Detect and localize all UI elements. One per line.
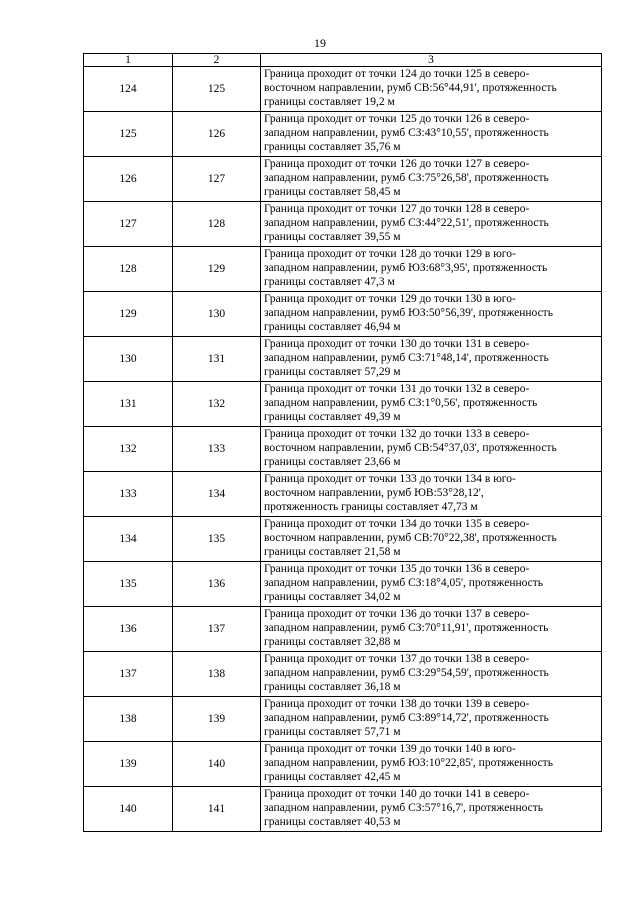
description-line: Граница проходит от точки 128 до точки 129 в юго-	[264, 248, 516, 260]
table-row	[84, 787, 602, 832]
from-point-cell: 125	[84, 112, 173, 157]
description-cell	[261, 517, 602, 562]
description-line: Граница проходит от точки 133 до точки 134 в юго-	[264, 473, 516, 485]
description-line: границы составляет 36,18 м	[264, 681, 401, 693]
page-number: 19	[314, 36, 326, 50]
from-point-cell: 140	[84, 787, 173, 832]
description-line: границы составляет 23,66 м	[264, 456, 401, 468]
description-line: границы составляет 21,58 м	[264, 546, 401, 558]
table-row	[84, 427, 602, 472]
description-cell	[261, 607, 602, 652]
description-line: западном направлении, румб СЗ:57°16,7', протяженность	[264, 802, 544, 814]
description-line: западном направлении, румб ЮЗ:50°56,39', протяженность	[264, 307, 553, 319]
table-row	[84, 247, 602, 292]
description-cell	[261, 202, 602, 247]
description-line: границы составляет 39,55 м	[264, 231, 401, 243]
table-row	[84, 292, 602, 337]
from-point-cell: 131	[84, 382, 173, 427]
description-cell	[261, 382, 602, 427]
description-line: Граница проходит от точки 127 до точки 128 в северо-	[264, 203, 530, 215]
from-point-cell: 132	[84, 427, 173, 472]
table-row	[84, 697, 602, 742]
table-row	[84, 742, 602, 787]
description-line: западном направлении, румб СЗ:44°22,51', протяженность	[264, 217, 549, 229]
description-line: Граница проходит от точки 124 до точки 125 в северо-	[264, 68, 530, 80]
description-line: границы составляет 57,29 м	[264, 366, 401, 378]
description-line: западном направлении, румб СЗ:29°54,59', протяженность	[264, 667, 549, 679]
description-cell	[261, 427, 602, 472]
description-line: восточном направлении, румб СВ:56°44,91', протяженность	[264, 82, 557, 94]
description-cell	[261, 742, 602, 787]
to-point-cell: 137	[173, 607, 261, 652]
description-line: западном направлении, румб СЗ:70°11,91', протяженность	[264, 622, 549, 634]
description-line: западном направлении, румб СЗ:71°48,14', протяженность	[264, 352, 549, 364]
description-line: границы составляет 57,71 м	[264, 726, 401, 738]
description-cell	[261, 472, 602, 517]
to-point-cell: 127	[173, 157, 261, 202]
table-row	[84, 607, 602, 652]
from-point-cell: 135	[84, 562, 173, 607]
to-point-cell: 135	[173, 517, 261, 562]
from-point-cell: 127	[84, 202, 173, 247]
table-row	[84, 382, 602, 427]
description-cell	[261, 157, 602, 202]
description-cell	[261, 112, 602, 157]
table-row	[84, 337, 602, 382]
table-row	[84, 112, 602, 157]
description-line: границы составляет 32,88 м	[264, 636, 401, 648]
table-row	[84, 517, 602, 562]
to-point-cell: 134	[173, 472, 261, 517]
header-col-3: 3	[261, 54, 602, 67]
description-cell	[261, 247, 602, 292]
to-point-cell: 128	[173, 202, 261, 247]
description-line: границы составляет 35,76 м	[264, 141, 401, 153]
description-line: восточном направлении, румб ЮВ:53°28,12',	[264, 487, 484, 499]
description-line: Граница проходит от точки 129 до точки 130 в юго-	[264, 293, 516, 305]
description-line: Граница проходит от точки 140 до точки 141 в северо-	[264, 788, 530, 800]
from-point-cell: 139	[84, 742, 173, 787]
description-line: протяженность границы составляет 47,73 м	[264, 501, 478, 513]
to-point-cell: 133	[173, 427, 261, 472]
from-point-cell: 124	[84, 67, 173, 112]
table-row	[84, 67, 602, 112]
description-line: Граница проходит от точки 132 до точки 133 в северо-	[264, 428, 530, 440]
header-row	[84, 54, 602, 67]
to-point-cell: 132	[173, 382, 261, 427]
description-line: границы составляет 40,53 м	[264, 816, 401, 828]
to-point-cell: 129	[173, 247, 261, 292]
description-line: западном направлении, румб СЗ:75°26,58', протяженность	[264, 172, 549, 184]
description-line: западном направлении, румб ЮЗ:68°3,95', протяженность	[264, 262, 548, 274]
from-point-cell: 137	[84, 652, 173, 697]
to-point-cell: 138	[173, 652, 261, 697]
description-cell	[261, 292, 602, 337]
description-line: Граница проходит от точки 134 до точки 135 в северо-	[264, 518, 530, 530]
description-cell	[261, 697, 602, 742]
from-point-cell: 126	[84, 157, 173, 202]
description-line: западном направлении, румб СЗ:1°0,56', протяженность	[264, 397, 538, 409]
description-line: западном направлении, румб ЮЗ:10°22,85', протяженность	[264, 757, 553, 769]
table-row	[84, 472, 602, 517]
description-line: восточном направлении, румб СВ:70°22,38', протяженность	[264, 532, 557, 544]
to-point-cell: 130	[173, 292, 261, 337]
from-point-cell: 130	[84, 337, 173, 382]
table-row	[84, 157, 602, 202]
from-point-cell: 129	[84, 292, 173, 337]
table-row	[84, 562, 602, 607]
from-point-cell: 133	[84, 472, 173, 517]
boundary-table	[83, 53, 602, 832]
to-point-cell: 141	[173, 787, 261, 832]
description-line: Граница проходит от точки 126 до точки 127 в северо-	[264, 158, 530, 170]
to-point-cell: 136	[173, 562, 261, 607]
description-line: границы составляет 58,45 м	[264, 186, 401, 198]
description-line: границы составляет 49,39 м	[264, 411, 401, 423]
to-point-cell: 126	[173, 112, 261, 157]
table-row	[84, 652, 602, 697]
description-line: Граница проходит от точки 138 до точки 139 в северо-	[264, 698, 530, 710]
description-line: восточном направлении, румб СВ:54°37,03', протяженность	[264, 442, 557, 454]
description-line: западном направлении, румб СЗ:18°4,05', протяженность	[264, 577, 544, 589]
description-cell	[261, 562, 602, 607]
to-point-cell: 139	[173, 697, 261, 742]
description-line: Граница проходит от точки 130 до точки 131 в северо-	[264, 338, 530, 350]
description-line: границы составляет 46,94 м	[264, 321, 401, 333]
header-col-1: 1	[84, 54, 173, 67]
from-point-cell: 134	[84, 517, 173, 562]
description-cell	[261, 337, 602, 382]
header-col-2: 2	[173, 54, 261, 67]
to-point-cell: 125	[173, 67, 261, 112]
description-line: Граница проходит от точки 139 до точки 140 в юго-	[264, 743, 516, 755]
to-point-cell: 131	[173, 337, 261, 382]
description-cell	[261, 652, 602, 697]
table-row	[84, 202, 602, 247]
description-line: западном направлении, румб СЗ:43°10,55', протяженность	[264, 127, 549, 139]
description-line: границы составляет 19,2 м	[264, 96, 395, 108]
description-line: границы составляет 42,45 м	[264, 771, 401, 783]
description-cell	[261, 67, 602, 112]
from-point-cell: 138	[84, 697, 173, 742]
description-line: границы составляет 34,02 м	[264, 591, 401, 603]
from-point-cell: 128	[84, 247, 173, 292]
description-line: Граница проходит от точки 136 до точки 137 в северо-	[264, 608, 530, 620]
to-point-cell: 140	[173, 742, 261, 787]
description-cell	[261, 787, 602, 832]
description-line: западном направлении, румб СЗ:89°14,72', протяженность	[264, 712, 549, 724]
description-line: Граница проходит от точки 131 до точки 132 в северо-	[264, 383, 530, 395]
description-line: Граница проходит от точки 125 до точки 126 в северо-	[264, 113, 530, 125]
description-line: границы составляет 47,3 м	[264, 276, 395, 288]
description-line: Граница проходит от точки 135 до точки 136 в северо-	[264, 563, 530, 575]
from-point-cell: 136	[84, 607, 173, 652]
description-line: Граница проходит от точки 137 до точки 138 в северо-	[264, 653, 530, 665]
